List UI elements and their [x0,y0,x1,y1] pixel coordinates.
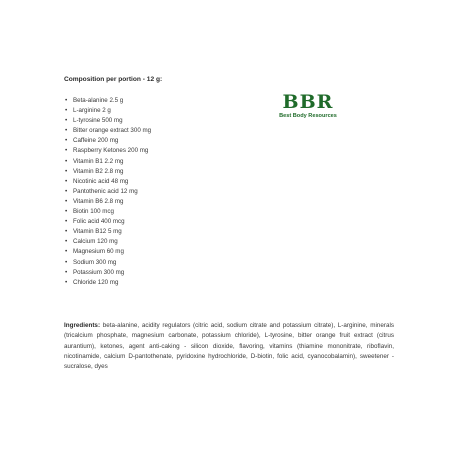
composition-item [64,197,151,207]
composition-title: Composition per portion - 12 g: [64,76,163,83]
bullet-icon: • [65,157,68,165]
composition-item-text: Chloride 120 mg [73,278,119,286]
composition-item [64,116,151,126]
bullet-icon: • [65,278,68,286]
composition-item [64,268,151,278]
bullet-icon: • [65,107,68,115]
ingredients-label: Ingredients: [64,322,101,329]
composition-item-text: Bitter orange extract 300 mg [73,127,152,135]
composition-item [64,237,151,247]
bullet-icon: • [65,137,68,145]
composition-item-text: Beta-alanine 2.5 g [73,97,124,104]
composition-item [64,96,151,106]
composition-item-text: Sodium 300 mg [73,258,117,266]
composition-item [64,217,151,227]
brand-logo [268,92,348,119]
composition-item [64,157,151,167]
composition-item-text: L-tyrosine 500 mg [73,117,123,125]
composition-item [64,146,151,156]
bullet-icon: • [65,218,68,226]
logo-mark: BBR [282,91,334,113]
composition-item-text: Vitamin B12 5 mg [73,228,122,236]
composition-item [64,167,151,177]
composition-item [64,258,151,268]
bullet-icon: • [65,228,68,236]
composition-item-text: Caffeine 200 mg [73,137,119,145]
bullet-icon: • [65,208,68,216]
composition-item [64,247,151,257]
bullet-icon: • [65,268,68,276]
composition-item [64,177,151,187]
ingredients-paragraph [64,321,394,372]
composition-item [64,106,151,116]
composition-item [64,136,151,146]
bullet-icon: • [65,177,68,185]
bullet-icon: • [65,147,68,155]
ingredients-text: beta-alanine, acidity regulators (citric acid, sodium citrate and potassium citrate), L-arginine, minerals (tricalcium phosphate, magnesium carbonate, potassium chloride), L-tyrosine, bitter orange fruit extract (citrus aurantium), ketones, agent anti-caking - silicon dioxide, flavoring, vitamins (thiamine mononitrate, riboflavin, nicotinamide, calcium D-pantothenate, pyridoxine hydrochloride, D-biotin, folic acid, cyanocobalamin), sweetener - sucralose, dyes [64,322,394,371]
logo-subtitle: Best Body Resources [279,113,337,119]
bullet-icon: • [65,167,68,175]
composition-item-text: Biotin 100 mcg [73,208,114,216]
composition-item-text: Calcium 120 mg [73,238,118,246]
composition-list [64,96,151,288]
composition-item [64,227,151,237]
bullet-icon: • [65,117,68,125]
composition-item-text: Folic acid 400 mcg [73,218,125,226]
composition-item-text: Potassium 300 mg [73,268,125,276]
composition-item-text: Pantothenic acid 12 mg [73,187,138,195]
composition-item-text: Vitamin B1 2.2 mg [73,157,124,165]
composition-item [64,207,151,217]
composition-item-text: Vitamin B2 2.8 mg [73,167,124,175]
bullet-icon: • [65,238,68,246]
bullet-icon: • [65,187,68,195]
composition-item [64,126,151,136]
composition-item-text: L-arginine 2 g [73,107,111,115]
bullet-icon: • [65,197,68,205]
bullet-icon: • [65,248,68,256]
composition-item-text: Magnesium 60 mg [73,248,124,256]
composition-item [64,278,151,288]
composition-item-text: Nicotinic acid 48 mg [73,177,129,185]
bullet-icon: • [65,97,68,104]
composition-item [64,187,151,197]
bullet-icon: • [65,127,68,135]
composition-item-text: Raspberry Ketones 200 mg [73,147,149,155]
composition-item-text: Vitamin B6 2.8 mg [73,197,124,205]
bullet-icon: • [65,258,68,266]
